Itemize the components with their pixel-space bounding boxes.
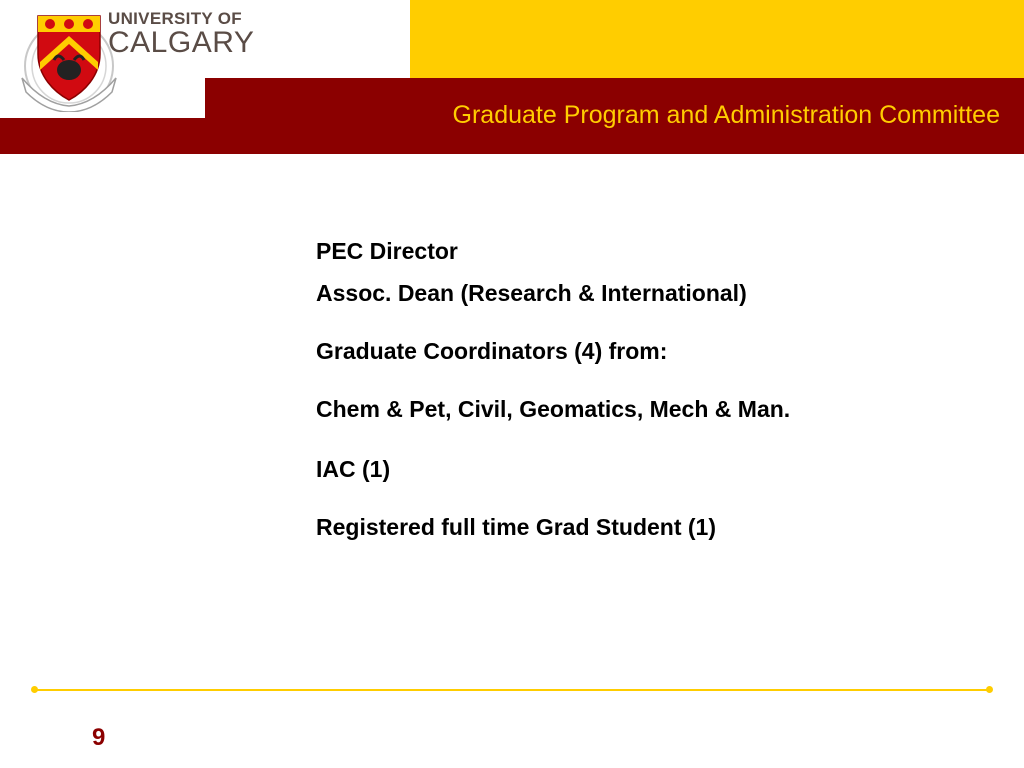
- list-item-graduate-coordinators: Graduate Coordinators (4) from:: [316, 338, 668, 364]
- university-wordmark: [108, 10, 254, 58]
- list-item-grad-student: Registered full time Grad Student (1): [316, 514, 716, 540]
- footer-divider-dot-right: [986, 686, 993, 693]
- committee-member-list: [316, 236, 996, 542]
- list-item-iac: IAC (1): [316, 456, 391, 482]
- list-item-assoc-dean: Assoc. Dean (Research & International): [316, 280, 747, 306]
- footer-divider-dot-left: [31, 686, 38, 693]
- list-item-departments: Chem & Pet, Civil, Geomatics, Mech & Man.: [316, 396, 791, 422]
- page-title: Graduate Program and Administration Committee: [452, 101, 1000, 129]
- page-number: 9: [92, 724, 106, 751]
- list-item-pec-director: PEC Director: [316, 238, 458, 264]
- footer-divider: [34, 689, 989, 691]
- wordmark-line-2: CALGARY: [108, 26, 255, 59]
- wordmark-line-1: UNIVERSITY OF: [108, 9, 242, 28]
